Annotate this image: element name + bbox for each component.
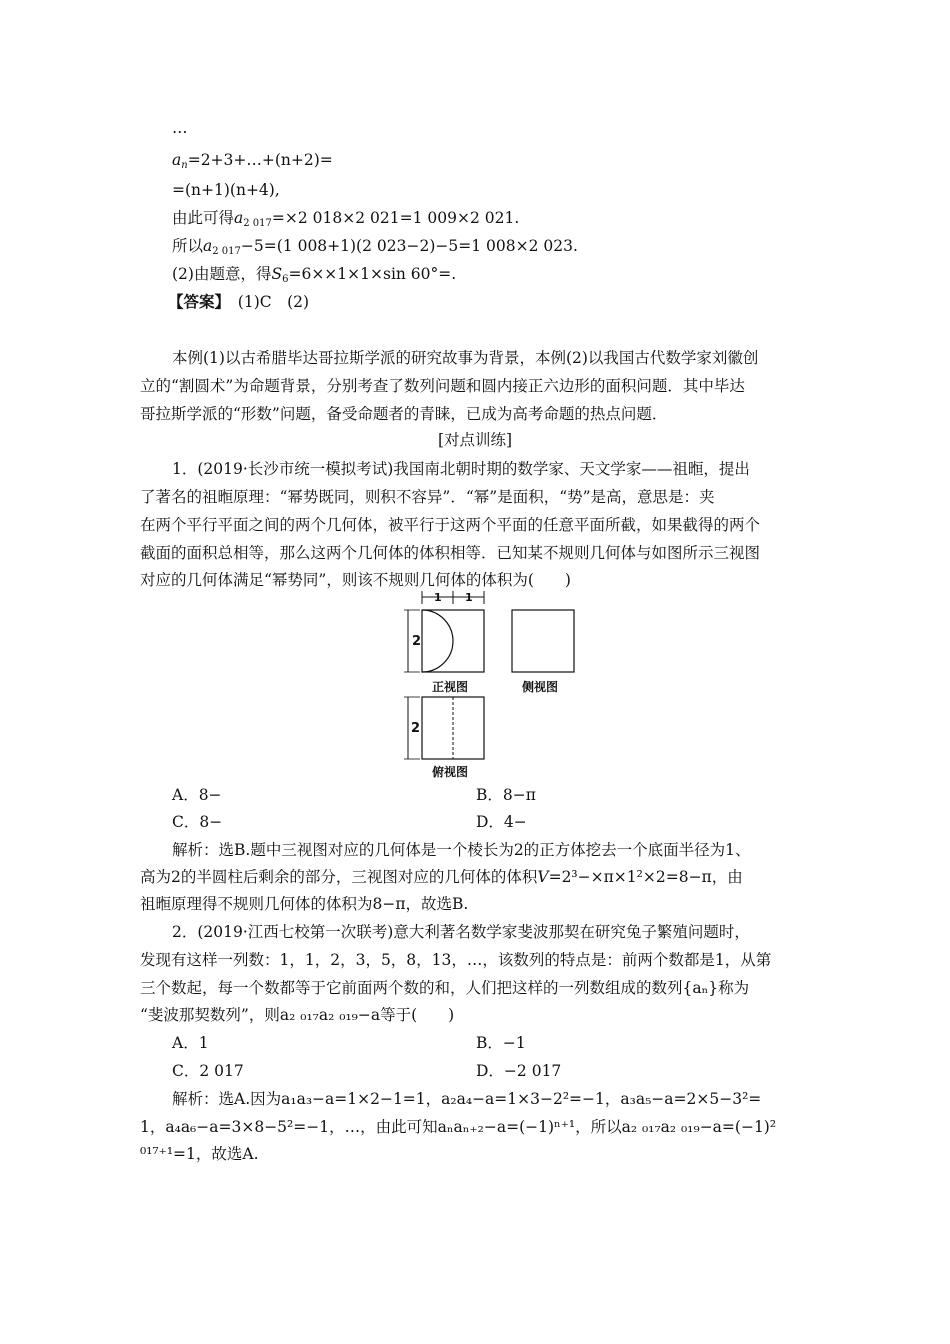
q1-solution-line-3: 祖暅原理得不规则几何体的体积为8−π，故选B.: [140, 895, 469, 913]
q1-option-b: B．8−π: [476, 786, 536, 804]
q2-line-4: “斐波那契数列”，则a₂ ₀₁₇a₂ ₀₁₉−a等于( ): [140, 1006, 455, 1024]
q1-line-4: 截面的面积总相等，那么这两个几何体的体积相等．已知某不规则几何体与如图所示三视图: [140, 544, 761, 562]
q1-line-3: 在两个平行平面之间的两个几何体，被平行于这两个平面的任意平面所截，如果截得的两个: [140, 516, 761, 534]
dim-label-b: 1: [465, 591, 473, 604]
commentary-line-3: 哥拉斯学派的“形数”问题，备受命题者的青睐，已成为高考命题的热点问题．: [140, 405, 668, 423]
q2-option-a: A．1: [172, 1034, 209, 1052]
q1-line-5: 对应的几何体满足“幂势同”，则该不规则几何体的体积为( ): [140, 571, 571, 589]
q1-option-a: A．8−: [172, 786, 222, 804]
dim-label-height: 2: [412, 634, 422, 649]
ellipsis: …: [172, 119, 188, 137]
q2-line-3: 三个数起，每一个数都等于它前面两个数的和，人们把这样的一列数组成的数列{aₙ}称为: [140, 979, 750, 997]
derivation-line-2: =(n+1)(n+4),: [172, 181, 280, 199]
q1-line-2: 了著名的祖暅原理：“幂势既同，则积不容异”．“幂”是面积，“势”是高，意思是：夹: [140, 488, 715, 506]
section-title: [对点训练]: [437, 431, 513, 449]
q1-solution-line-2: 高为2的半圆柱后剩余的部分，三视图对应的几何体的体积V=2³−×π×1²×2=8−π，由: [140, 868, 743, 886]
q1-option-d: D．4−: [476, 813, 527, 831]
side-view-square: [512, 610, 574, 672]
q2-line-1: 2．(2019·江西七校第一次联考)意大利著名数学家斐波那契在研究兔子繁殖问题时，: [172, 923, 750, 941]
front-view-semicircle: [422, 610, 453, 672]
side-view-label: 侧视图: [522, 680, 559, 694]
q1-option-c: C．8−: [172, 813, 223, 831]
three-view-figure: [398, 590, 598, 780]
derivation-line-1: $a_n=2+3+\dots+(n+2)=$: [172, 151, 333, 171]
q2-solution-line-3: ⁰¹⁷⁺¹=1，故选A.: [140, 1145, 259, 1163]
q2-option-c: C．2 017: [172, 1062, 244, 1080]
top-view-label: 俯视图: [432, 765, 469, 779]
front-view-label: 正视图: [432, 680, 469, 694]
q2-option-d: D．−2 017: [476, 1062, 562, 1080]
derivation-line-4: 所以$a_{2 017}-5=(1$ 008+1)(2 023−2)−5=1 008×2 023.: [172, 237, 578, 257]
derivation-line-3: 由此可得$a_{2 017}=\times 2$ 018×2 021=1 009×2 021.: [172, 209, 520, 229]
commentary-line-2: 立的“割圆术”为命题背景，分别考查了数列问题和圆内接正六边形的面积问题．其中毕达: [140, 377, 745, 395]
commentary-line-1: 本例(1)以古希腊毕达哥拉斯学派的研究故事为背景，本例(2)以我国古代数学家刘徽创: [172, 349, 759, 367]
q2-solution-line-2: 1，a₄a₆−a=3×8−5²=−1，…，由此可知aₙaₙ₊₂−a=(−1)ⁿ⁺¹，所以a₂ ₀₁₇a₂ ₀₁₉−a=(−1)²: [140, 1118, 777, 1136]
q1-line-1: 1．(2019·长沙市统一模拟考试)我国南北朝时期的数学家、天文学家——祖暅，提出: [172, 460, 750, 478]
dim-label-height-2: 2: [411, 721, 421, 736]
q2-solution-line-1: 解析：选A.因为a₁a₃−a=1×2−1=1，a₂a₄−a=1×3−2²=−1，a₃a₅−a=2×5−3²=: [172, 1090, 762, 1108]
q2-option-b: B．−1: [476, 1034, 526, 1052]
q2-line-2: 发现有这样一列数：1，1，2，3，5，8，13，…，该数列的特点是：前两个数都是1，从第: [140, 951, 772, 969]
answer-line: 【答案】 (1)C (2): [168, 292, 310, 311]
q1-solution-line-1: 解析：选B.题中三视图对应的几何体是一个棱长为2的正方体挖去一个底面半径为1、: [172, 841, 751, 859]
dim-label-a: 1: [434, 591, 442, 604]
derivation-line-5: (2)由题意，得$S_6=6\times\times 1\times 1\times\sin$ 60°=.: [172, 265, 457, 285]
